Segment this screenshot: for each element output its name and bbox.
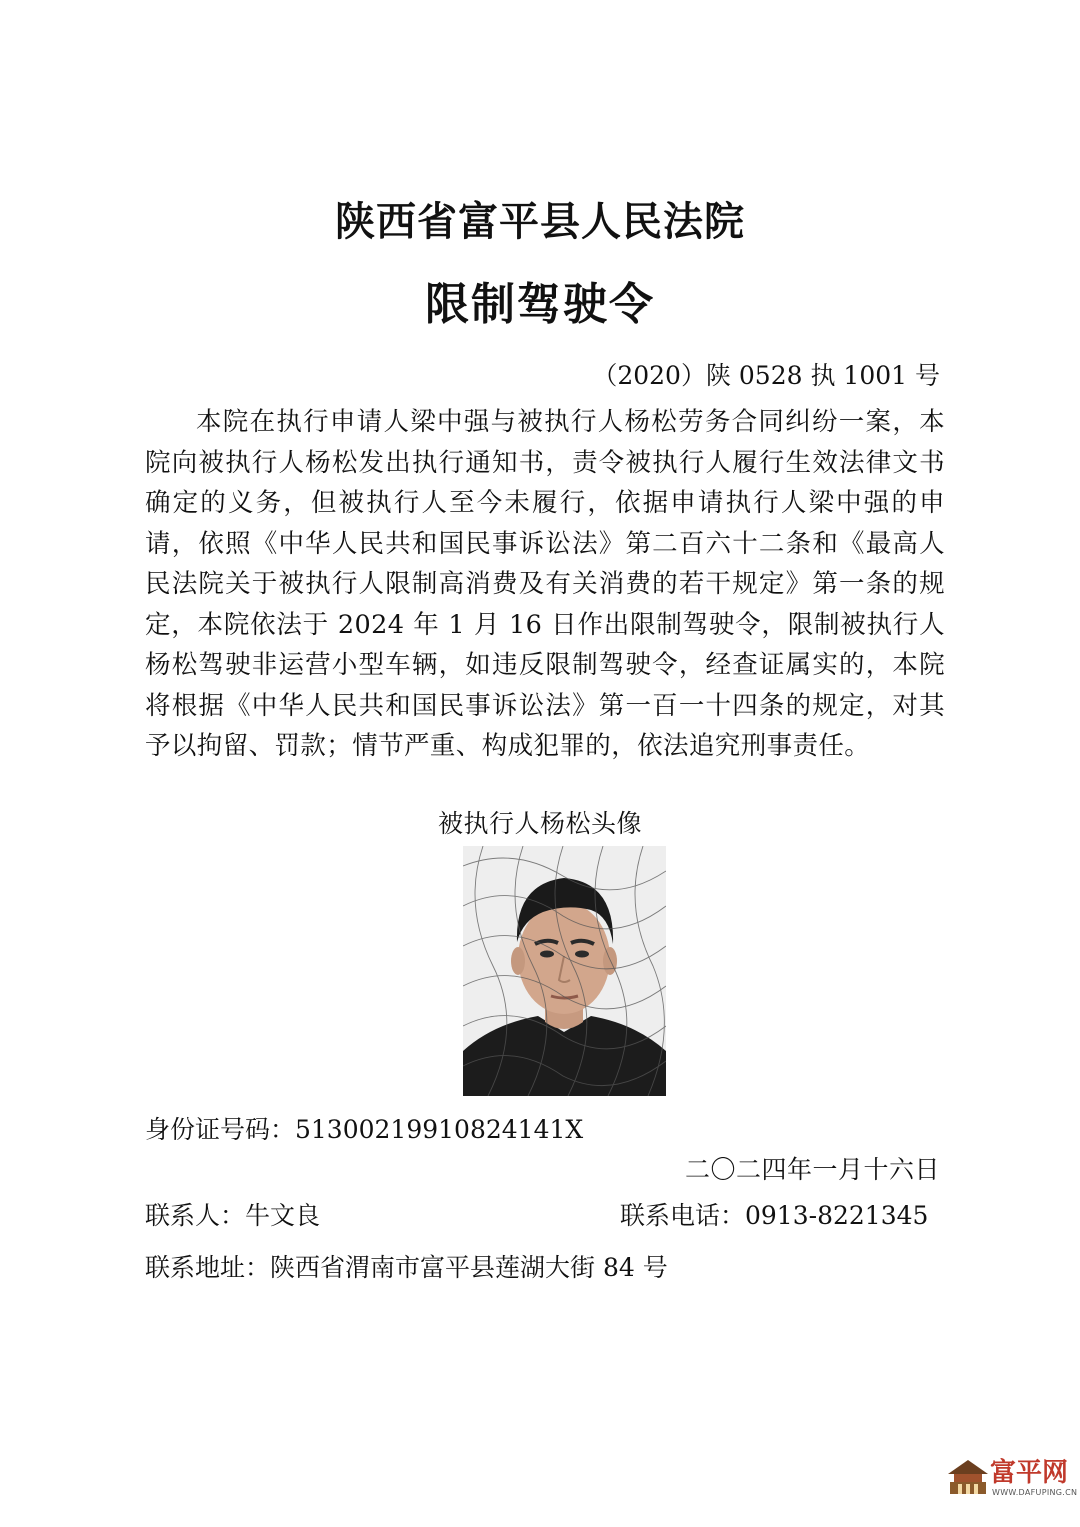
building-icon bbox=[948, 1456, 988, 1496]
order-body-text: 本院在执行申请人梁中强与被执行人杨松劳务合同纠纷一案，本院向被执行人杨松发出执行通知书，责令被执行人履行生效法律文书确定的义务，但被执行人至今未履行，依据申请执行人梁中强的申请，依照《中华人民共和国民事诉讼法》第二百六十二条和《最高人民法院关于被执行人限制高消费及有关消费的若干规定》第一条的规定，本院依法于 2024 年 1 月 16 日作出限制驾驶令，限制被执行人杨松驾驶非运营小型车辆，如违反限制驾驶令，经查证属实的，本院将根据《中华人民共和国民事诉讼法》第一百一十四条的规定，对其予以拘留、罚款；情节严重、构成犯罪的，依法追究刑事责任。 bbox=[145, 407, 945, 761]
contact-address: 联系地址：陕西省渭南市富平县莲湖大街 84 号 bbox=[145, 1253, 668, 1282]
watermark-brand: 富平网 bbox=[990, 1458, 1069, 1488]
case-number: （2020）陕 0528 执 1001 号 bbox=[592, 361, 940, 390]
contact-phone: 联系电话：0913-8221345 bbox=[620, 1201, 929, 1230]
issue-date: 二〇二四年一月十六日 bbox=[684, 1155, 940, 1184]
person-photo bbox=[463, 846, 666, 1096]
order-title: 限制驾驶令 bbox=[425, 279, 655, 330]
court-name: 陕西省富平县人民法院 bbox=[335, 198, 745, 245]
site-watermark bbox=[948, 1452, 1078, 1522]
watermark-url: WWW.DAFUPING.CN bbox=[992, 1488, 1078, 1497]
id-number: 身份证号码：51300219910824141X bbox=[145, 1115, 584, 1144]
person-photo-illustration bbox=[463, 846, 666, 1096]
contact-person: 联系人：牛文良 bbox=[145, 1201, 321, 1230]
photo-caption: 被执行人杨松头像 bbox=[437, 809, 642, 838]
